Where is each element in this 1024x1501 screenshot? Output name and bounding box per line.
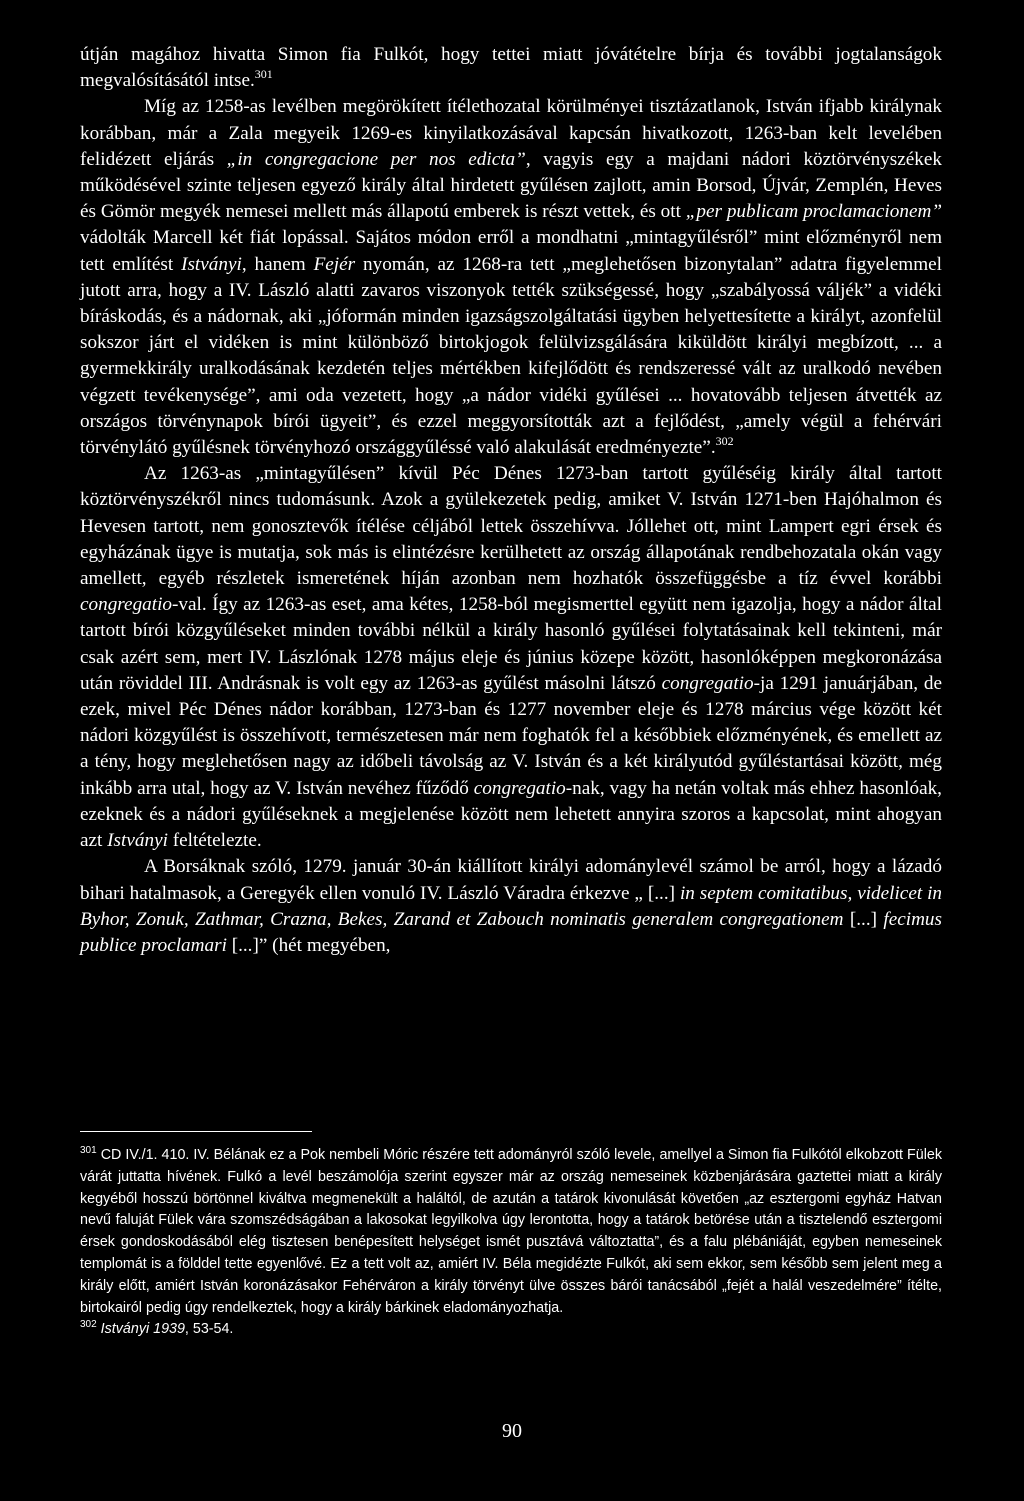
main-text bbox=[80, 42, 942, 959]
footnote-number: 301 bbox=[80, 1145, 97, 1156]
footnote-divider bbox=[80, 1131, 312, 1132]
footnote-ref[interactable]: 302 bbox=[715, 434, 734, 449]
page-number: 90 bbox=[502, 1420, 522, 1442]
paragraph: A Borsáknak szóló, 1279. január 30-án kiállított királyi adománylevél számol be arról, hogy a lázadó bihari hatalmasok, a Geregyék ellen vonuló IV. László Váradra érkezve „ [...] in septem comitatibus, videlicet in Byhor, Zonuk, Zathmar, Crazna, Bekes, Zarand et Zabouch nominatis generalem congregationem [...] fecimus publice proclamari [...]” (hét megyében, bbox=[80, 856, 942, 956]
paragraph: Az 1263-as „mintagyűlésen” kívül Péc Dénes 1273-ban tartott gyűléséig király által tartott köztörvényszékről nincs tudomásunk. Azok a gyülekezetek pedig, amiket V. István 1271-ben Hajóhalmon és Hevesen tartott, nem gonosztevők ítélése céljából lettek összehívva. Jóllehet ott, mint Lampert egri érsek és egyházának ügye is mutatja, sok más is elintézésre kerülhetett az ország állapotának rendbehozatala okán vagy amellett, egyéb részletek ismeretének híján azonban nem hozhatók összefüggésbe a tíz évvel korábbi congregatio-val. Így az 1263-as eset, ama kétes, 1258-ból megismerttel együtt nem igazolja, hogy a nádor által tartott bírói közgyűléseket minden további nélkül a király hasonló gyűlései folytatásainak kell tekinteni, már csak azért sem, mert IV. Lászlónak 1278 május eleje és június közepe között, hasonlóképpen megkoronázása után röviddel III. Andrásnak is volt egy az 1263-as gyűlést másolni látszó congregatio-ja 1291 januárjában, de ezek, mivel Péc Dénes nádor korábban, 1273-ban és 1277 november eleje és 1278 március vége között két nádori közgyűlést is összehívott, természetesen már nem foghatók fel a későbbiek előzményének, és emellett az a tény, hogy meglehetősen nagy az időbeli távolság az V. István és a két királyutód gyűléstartásai között, még inkább arra utal, hogy az V. István nevéhez fűződő congregatio-nak, vagy ha netán voltak más ehhez hasonlóak, ezeknek és a nádori gyűléseknek a megjelenése között nem lehetett annyira szoros a kapcsolat, mint ahogyan azt Istványi feltételezte. bbox=[80, 463, 942, 852]
footnote-number: 302 bbox=[80, 1319, 97, 1331]
paragraph: útján magához hivatta Simon fia Fulkót, hogy tettei miatt jóvátételre bírja és további jogtalanságok megvalósításától intse.$^{301}$ bbox=[80, 44, 942, 92]
footnote-302: $^{302}$ Istványi 1939, 53-54. bbox=[80, 1319, 234, 1338]
footnote-ref[interactable]: 301 bbox=[254, 67, 273, 82]
footnotes bbox=[80, 1131, 942, 1341]
footnote-301: $^{301}$ CD IV./1. 410. IV. Bélának ez a Pok nembeli Móric részére tett adományról szóló levele, amellyel a Simon fia Fulkótól elkobzott Fülek várát juttatta hívének. Fulkó a levél beszámolója szerint egyszer már az ország nemeseinek közbenjárására gaztettei miatt a király kegyéből hosszú börtönnel kiváltva megmenekült a haláltól, de azután a tatárok kivonulását követően „az esztergomi egyház Hatvan nevű faluját Fülek vára szomszédságában a lakosokat legyilkolva úgy lerontotta, hogy a tatárok betörése után a tisztelendő esztergomi érsek gondoskodásából elég tisztesen benépesített helységet ismét pusztává változtatta”, és a falu plébániáját, egyben nemeseinek templomát is a földdel tette egyenlővé. Ez a tett volt az, amiért IV. Béla megidézte Fulkót, aki sem ekkor, sem később sem jelent meg a király előtt, amiért István koronázásakor Fehérváron a király törvényt ülve összes bárói tanácsából „fejét a halál veszedelmére” ítélte, birtokairól pedig úgy rendelkeztek, hogy a király bárkinek eladományozhatja. bbox=[80, 1145, 942, 1316]
paragraph: Míg az 1258-as levélben megörökített ítélethozatal körülményei tisztázatlanok, István ifjabb királynak korábban, már a Zala megyeik 1269-es kinyilatkozásával kapcsán hivatkozott, 1263-ban kelt levelében felidézett eljárás „in congregacione per nos edicta”, vagyis egy a majdani nádori köztörvényszékek működésével szinte teljesen egyező király által hirdetett gyűlésen zajlott, amin Borsod, Újvár, Zemplén, Heves és Gömör megyék nemesei mellett más állapotú emberek is részt vettek, és ott „per publicam proclamacionem” vádolták Marcell két fiát lopással. Sajátos módon erről a mondhatni „mintagyűlésről” mint előzményről nem tett említést Istványi, hanem Fejér nyomán, az 1268-ra tett „meglehetősen bizonytalan” adatra figyelemmel jutott arra, hogy a IV. László alatti zavaros viszonyok tették szükségessé, hogy „szabályossá váljék” a vidéki bíráskodás, és a nádornak, aki „jóformán minden igazságszolgáltatási ügyben helyettesítette a királyt, azonfelül sokszor járt el vidéken is mint különböző birtokjogok felülvizsgálására kiküldött királyi megbízott, ... a gyermekkirály uralkodásának kezdetén teljes mértékben kifejlődött és rendszeressé vált az uralkodó nevében végzett tevékenysége”, ami oda vezetett, hogy „a nádor vidéki gyűlései ... hovatovább teljesen átvették az országos törvénynapok bírói ügyeit”, és ezzel meggyorsították azt a fejlődést, „amely végül a fehérvári törvénylátó gyűlésnek törvényhozó országgyűléssé való alakulását eredményezte”.$^{302}$ bbox=[80, 96, 942, 459]
